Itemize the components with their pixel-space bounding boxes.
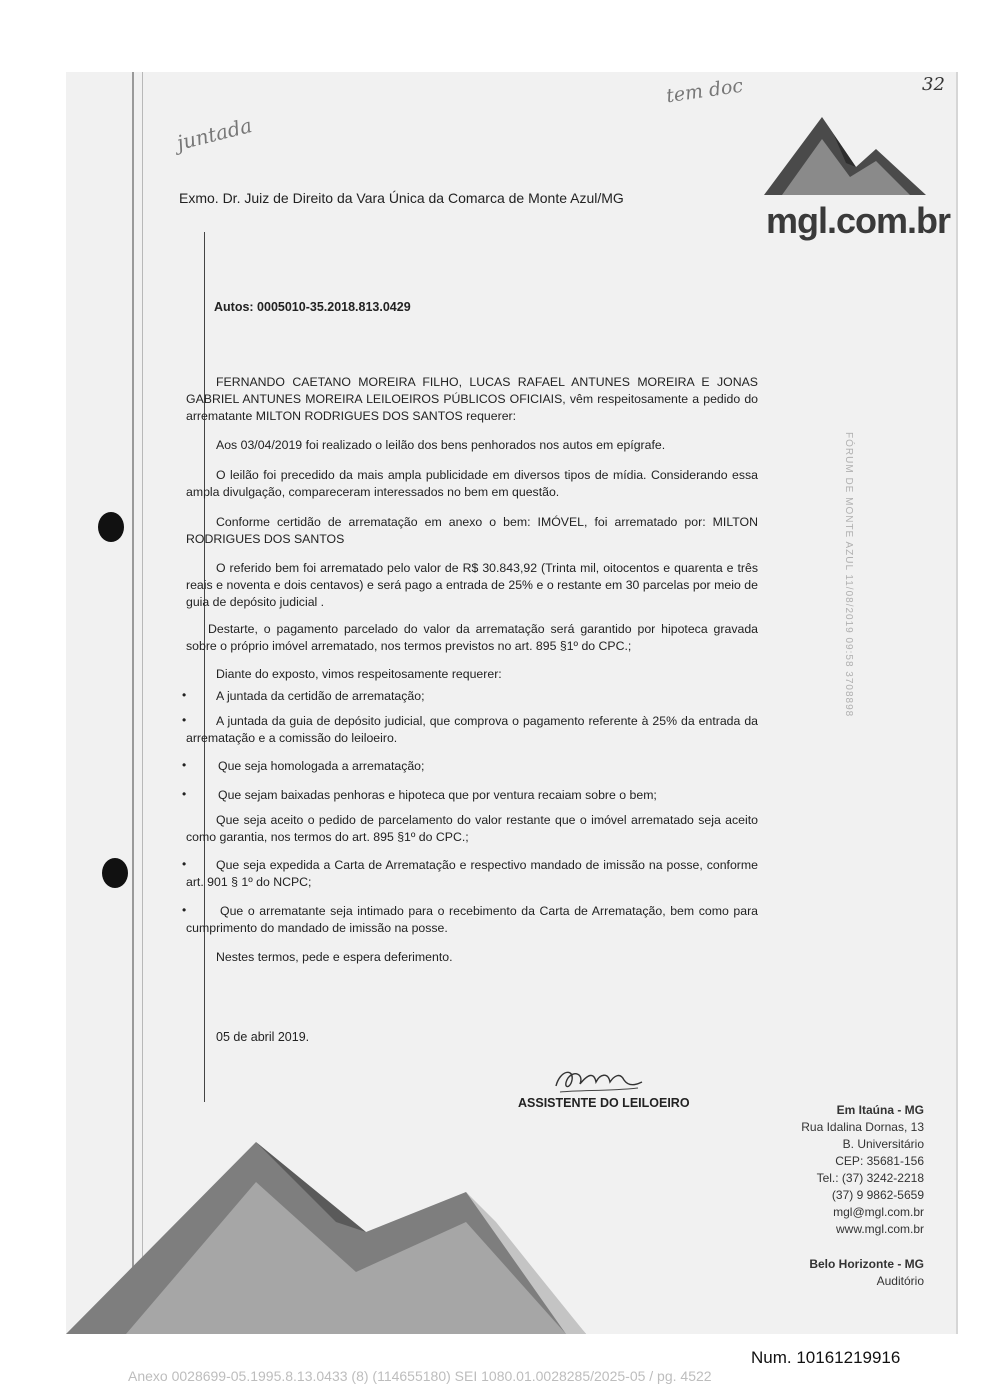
paragraph-certificate: Conforme certidão de arrematação em anexo o bem: IMÓVEL, foi arrematado por: MILTON RODRIGUES DOS SANTOS: [186, 515, 758, 546]
request-item-4: Que sejam baixadas penhoras e hipoteca que por ventura recaiam sobre o bem;: [218, 788, 657, 802]
paragraph-intro: FERNANDO CAETANO MOREIRA FILHO, LUCAS RAFAEL ANTUNES MOREIRA E JONAS GABRIEL ANTUNES MOREIRA LEILOEIROS PÚBLICOS OFICIAIS, vêm respeitosamente a pedido do arrematante MILTON RODRIGUES DOS SANTOS requerer:: [186, 375, 758, 423]
page-edge: [956, 72, 958, 1334]
contact-line: (37) 9 9862-5659: [831, 1188, 924, 1202]
contact-email: mgl@mgl.com.br: [833, 1205, 924, 1219]
request-item-7: Que o arrematante seja intimado para o recebimento da Carta de Arrematação, bem como para cumprimento do mandado de imissão na posse.: [186, 904, 758, 935]
bullet-4: •: [182, 787, 187, 801]
bullet-6: •: [182, 857, 187, 871]
contact-city-itauna: Em Itaúna - MG: [836, 1103, 924, 1117]
mgl-mountain-logo: [764, 117, 926, 199]
handwritten-folio: 32: [922, 74, 945, 95]
document-reference: Anexo 0028699-05.1995.8.13.0433 (8) (114655180) SEI 1080.01.0028285/2025-05 / pg. 4522: [128, 1368, 712, 1384]
request-item-1: A juntada da certidão de arrematação;: [216, 689, 425, 703]
paragraph-mortgage: Destarte, o pagamento parcelado do valor da arrematação será garantido por hipoteca gravada sobre o próprio imóvel arrematado, nos termos previstos no art. 895 §1º do CPC.;: [186, 622, 758, 653]
request-item-6: Que seja expedida a Carta de Arrematação e respectivo mandado de imissão na posse, conforme art. 901 § 1º do NCPC;: [186, 858, 758, 889]
handwritten-tem-doc: tem doc: [664, 74, 745, 108]
request-item-2: A juntada da guia de depósito judicial, que comprova o pagamento referente à 25% da entrada da arrematação e a comissão do leiloeiro.: [186, 714, 758, 745]
paragraph-value: O referido bem foi arrematado pelo valor de R$ 30.843,92 (Trinta mil, oitocentos e quarenta e três reais e noventa e dois centavos) e será pago a entrada de 25% e o restante em 30 parcelas por meio de guia de depósito judicial .: [186, 561, 758, 609]
addressee: Exmo. Dr. Juiz de Direito da Vara Única da Comarca de Monte Azul/MG: [179, 190, 624, 206]
request-item-3: Que seja homologada a arrematação;: [218, 759, 425, 773]
contact-line: Tel.: (37) 3242-2218: [816, 1171, 924, 1185]
contact-website: www.mgl.com.br: [835, 1222, 924, 1236]
document-number: Num. 10161219916: [751, 1348, 901, 1367]
punch-hole-bottom: [102, 858, 128, 888]
protocol-stamp: FÓRUM DE MONTE AZUL 11/08/2019 09:58 3708898: [843, 432, 854, 718]
contact-line: CEP: 35681-156: [835, 1154, 924, 1168]
bullet-7: •: [182, 903, 187, 917]
contact-city-bh-sub: Auditório: [876, 1274, 924, 1288]
case-number: Autos: 0005010-35.2018.813.0429: [214, 300, 411, 314]
scanned-page: [66, 72, 958, 1334]
contact-line: Rua Idalina Dornas, 13: [801, 1120, 924, 1134]
contact-city-bh: Belo Horizonte - MG: [809, 1257, 924, 1271]
paragraph-auction-date: Aos 03/04/2019 foi realizado o leilão dos bens penhorados nos autos em epígrafe.: [216, 438, 666, 452]
paragraph-request-intro: Diante do exposto, vimos respeitosamente requerer:: [216, 667, 502, 681]
signature-label: ASSISTENTE DO LEILOEIRO: [518, 1096, 690, 1110]
logo-wordmark: mgl.com.br: [766, 200, 951, 241]
handwritten-juntada: juntada: [174, 113, 255, 155]
bullet-1: •: [182, 688, 187, 702]
contact-line: B. Universitário: [842, 1137, 924, 1151]
decorative-mountains: [66, 1072, 786, 1334]
document-date: 05 de abril 2019.: [216, 1030, 310, 1044]
request-item-5: Que seja aceito o pedido de parcelamento do valor restante que o imóvel arrematado seja aceito como garantia, nos termos do art. 895 §1º do CPC.;: [186, 813, 758, 844]
bullet-2: •: [182, 713, 187, 727]
contact-block: [801, 1102, 924, 1290]
punch-hole-top: [98, 512, 124, 542]
paragraph-publicity: O leilão foi precedido da mais ampla publicidade em diversos tipos de mídia. Considerando essa ampla divulgação, compareceram interessados no bem em questão.: [186, 468, 758, 499]
closing-line: Nestes termos, pede e espera deferimento.: [216, 950, 453, 964]
bullet-3: •: [182, 758, 187, 772]
